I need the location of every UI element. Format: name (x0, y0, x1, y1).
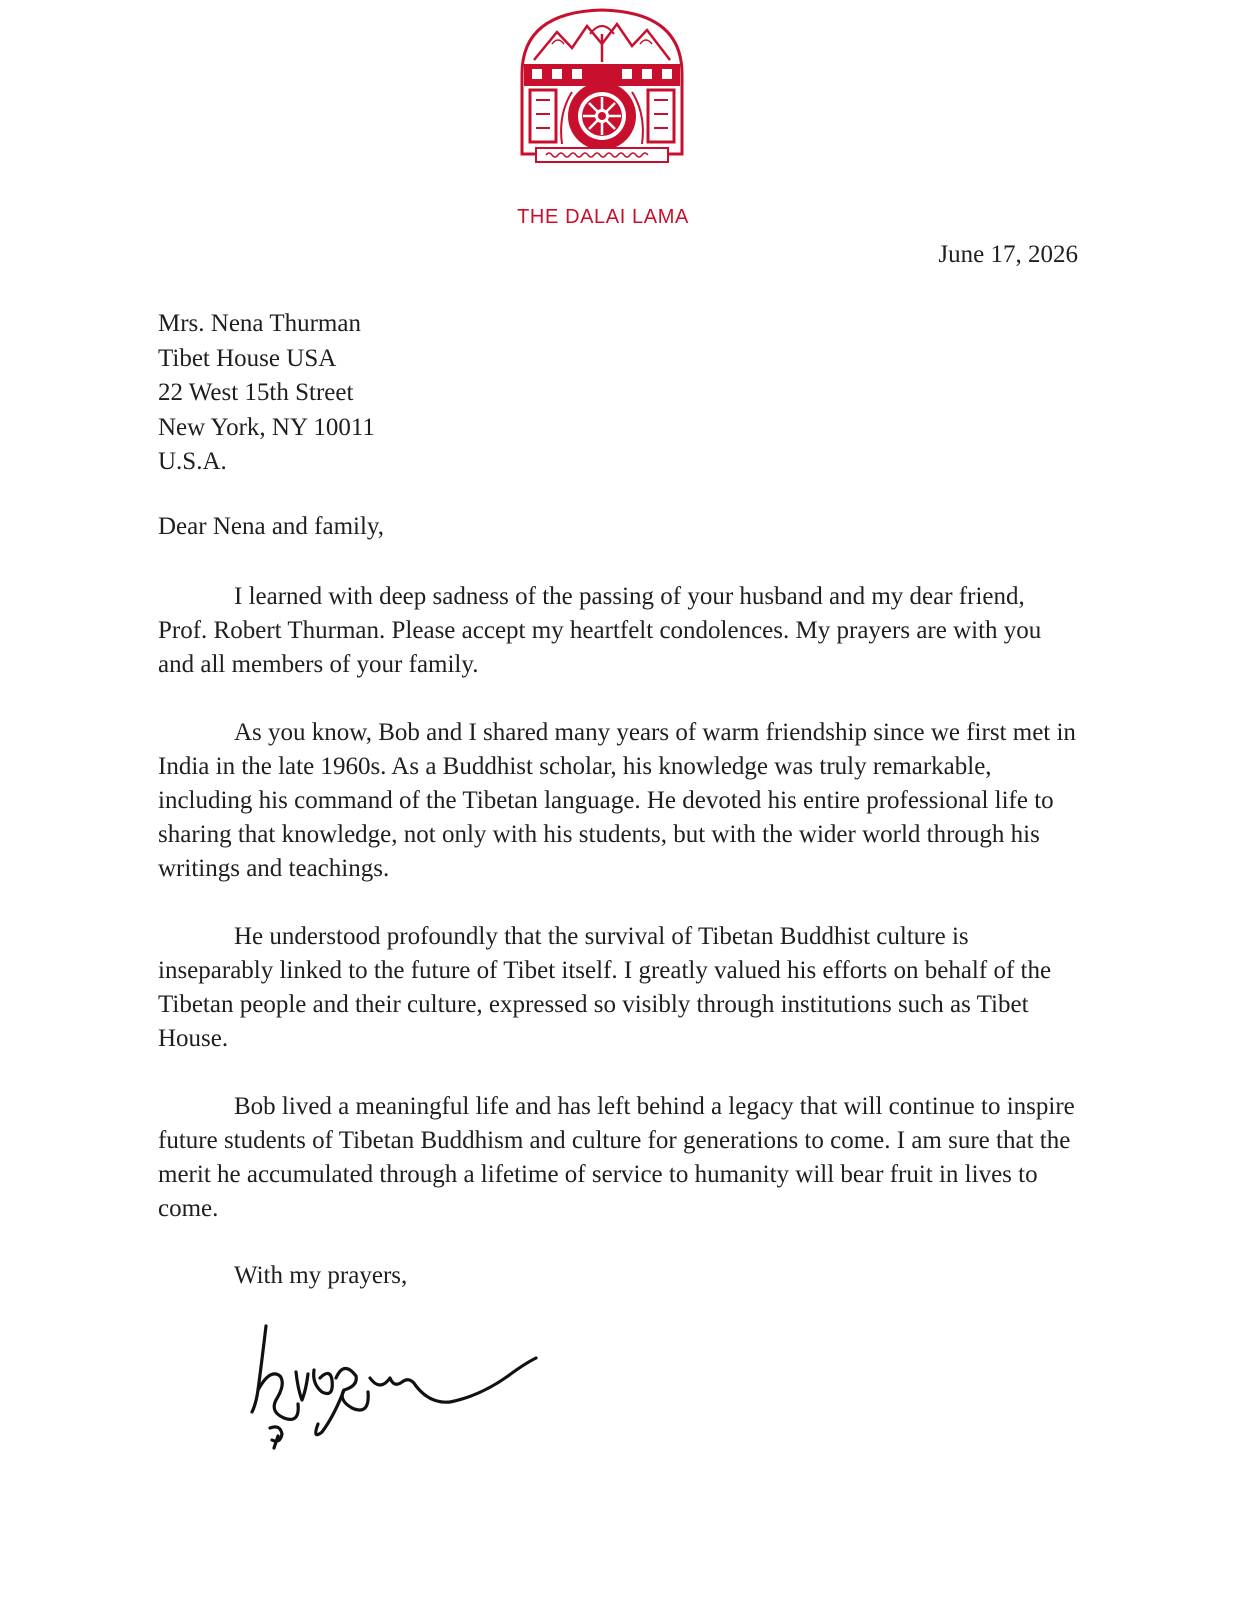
body-paragraph-text: He understood profoundly that the survival of Tibetan Buddhist culture is inseparably linked to the future of Tibet itself. I greatly valued his efforts on behalf of the Tibetan people and their culture, expressed so visibly through institutions such as Tibet House. (158, 923, 1052, 1052)
letterhead-name: THE DALAI LAMA (517, 206, 689, 228)
letter-date: June 17, 2026 (938, 241, 1078, 268)
recipient-city: New York, NY 10011 (158, 413, 375, 441)
body-paragraph-text: Bob lived a meaningful life and has left behind a legacy that will continue to inspire future students of Tibetan Buddhism and culture for generations to come. I am sure that the merit he accumulated through a lifetime of service to humanity will bear fruit in lives to come. (158, 1093, 1075, 1222)
body-paragraph (158, 580, 1080, 682)
body-paragraph (158, 716, 1080, 886)
body-paragraph (158, 920, 1080, 1056)
recipient-country: U.S.A. (158, 448, 227, 475)
salutation: Dear Nena and family, (158, 513, 385, 540)
closing: With my prayers, (234, 1262, 408, 1289)
recipient-address (158, 307, 375, 480)
recipient-street: 22 West 15th Street (158, 379, 354, 406)
recipient-name: Mrs. Nena Thurman (158, 310, 361, 337)
body-paragraph (158, 1090, 1080, 1226)
body-paragraph-text: As you know, Bob and I shared many years of warm friendship since we first met in India in the late 1960s. As a Buddhist scholar, his knowledge was truly remarkable, including his command of the Tibetan language. He devoted his entire professional life to sharing that knowledge, not only with his students, but with the wider world through his writings and teachings. (158, 719, 1076, 882)
dalai-lama-seal-icon (512, 4, 692, 174)
body-paragraph-text: I learned with deep sadness of the passing of your husband and my dear friend, Prof. Robert Thurman. Please accept my heartfelt condolences. My prayers are with you and all members of your family. (158, 583, 1042, 678)
recipient-organization: Tibet House USA (158, 344, 337, 372)
handwritten-signature-icon (240, 1320, 580, 1450)
